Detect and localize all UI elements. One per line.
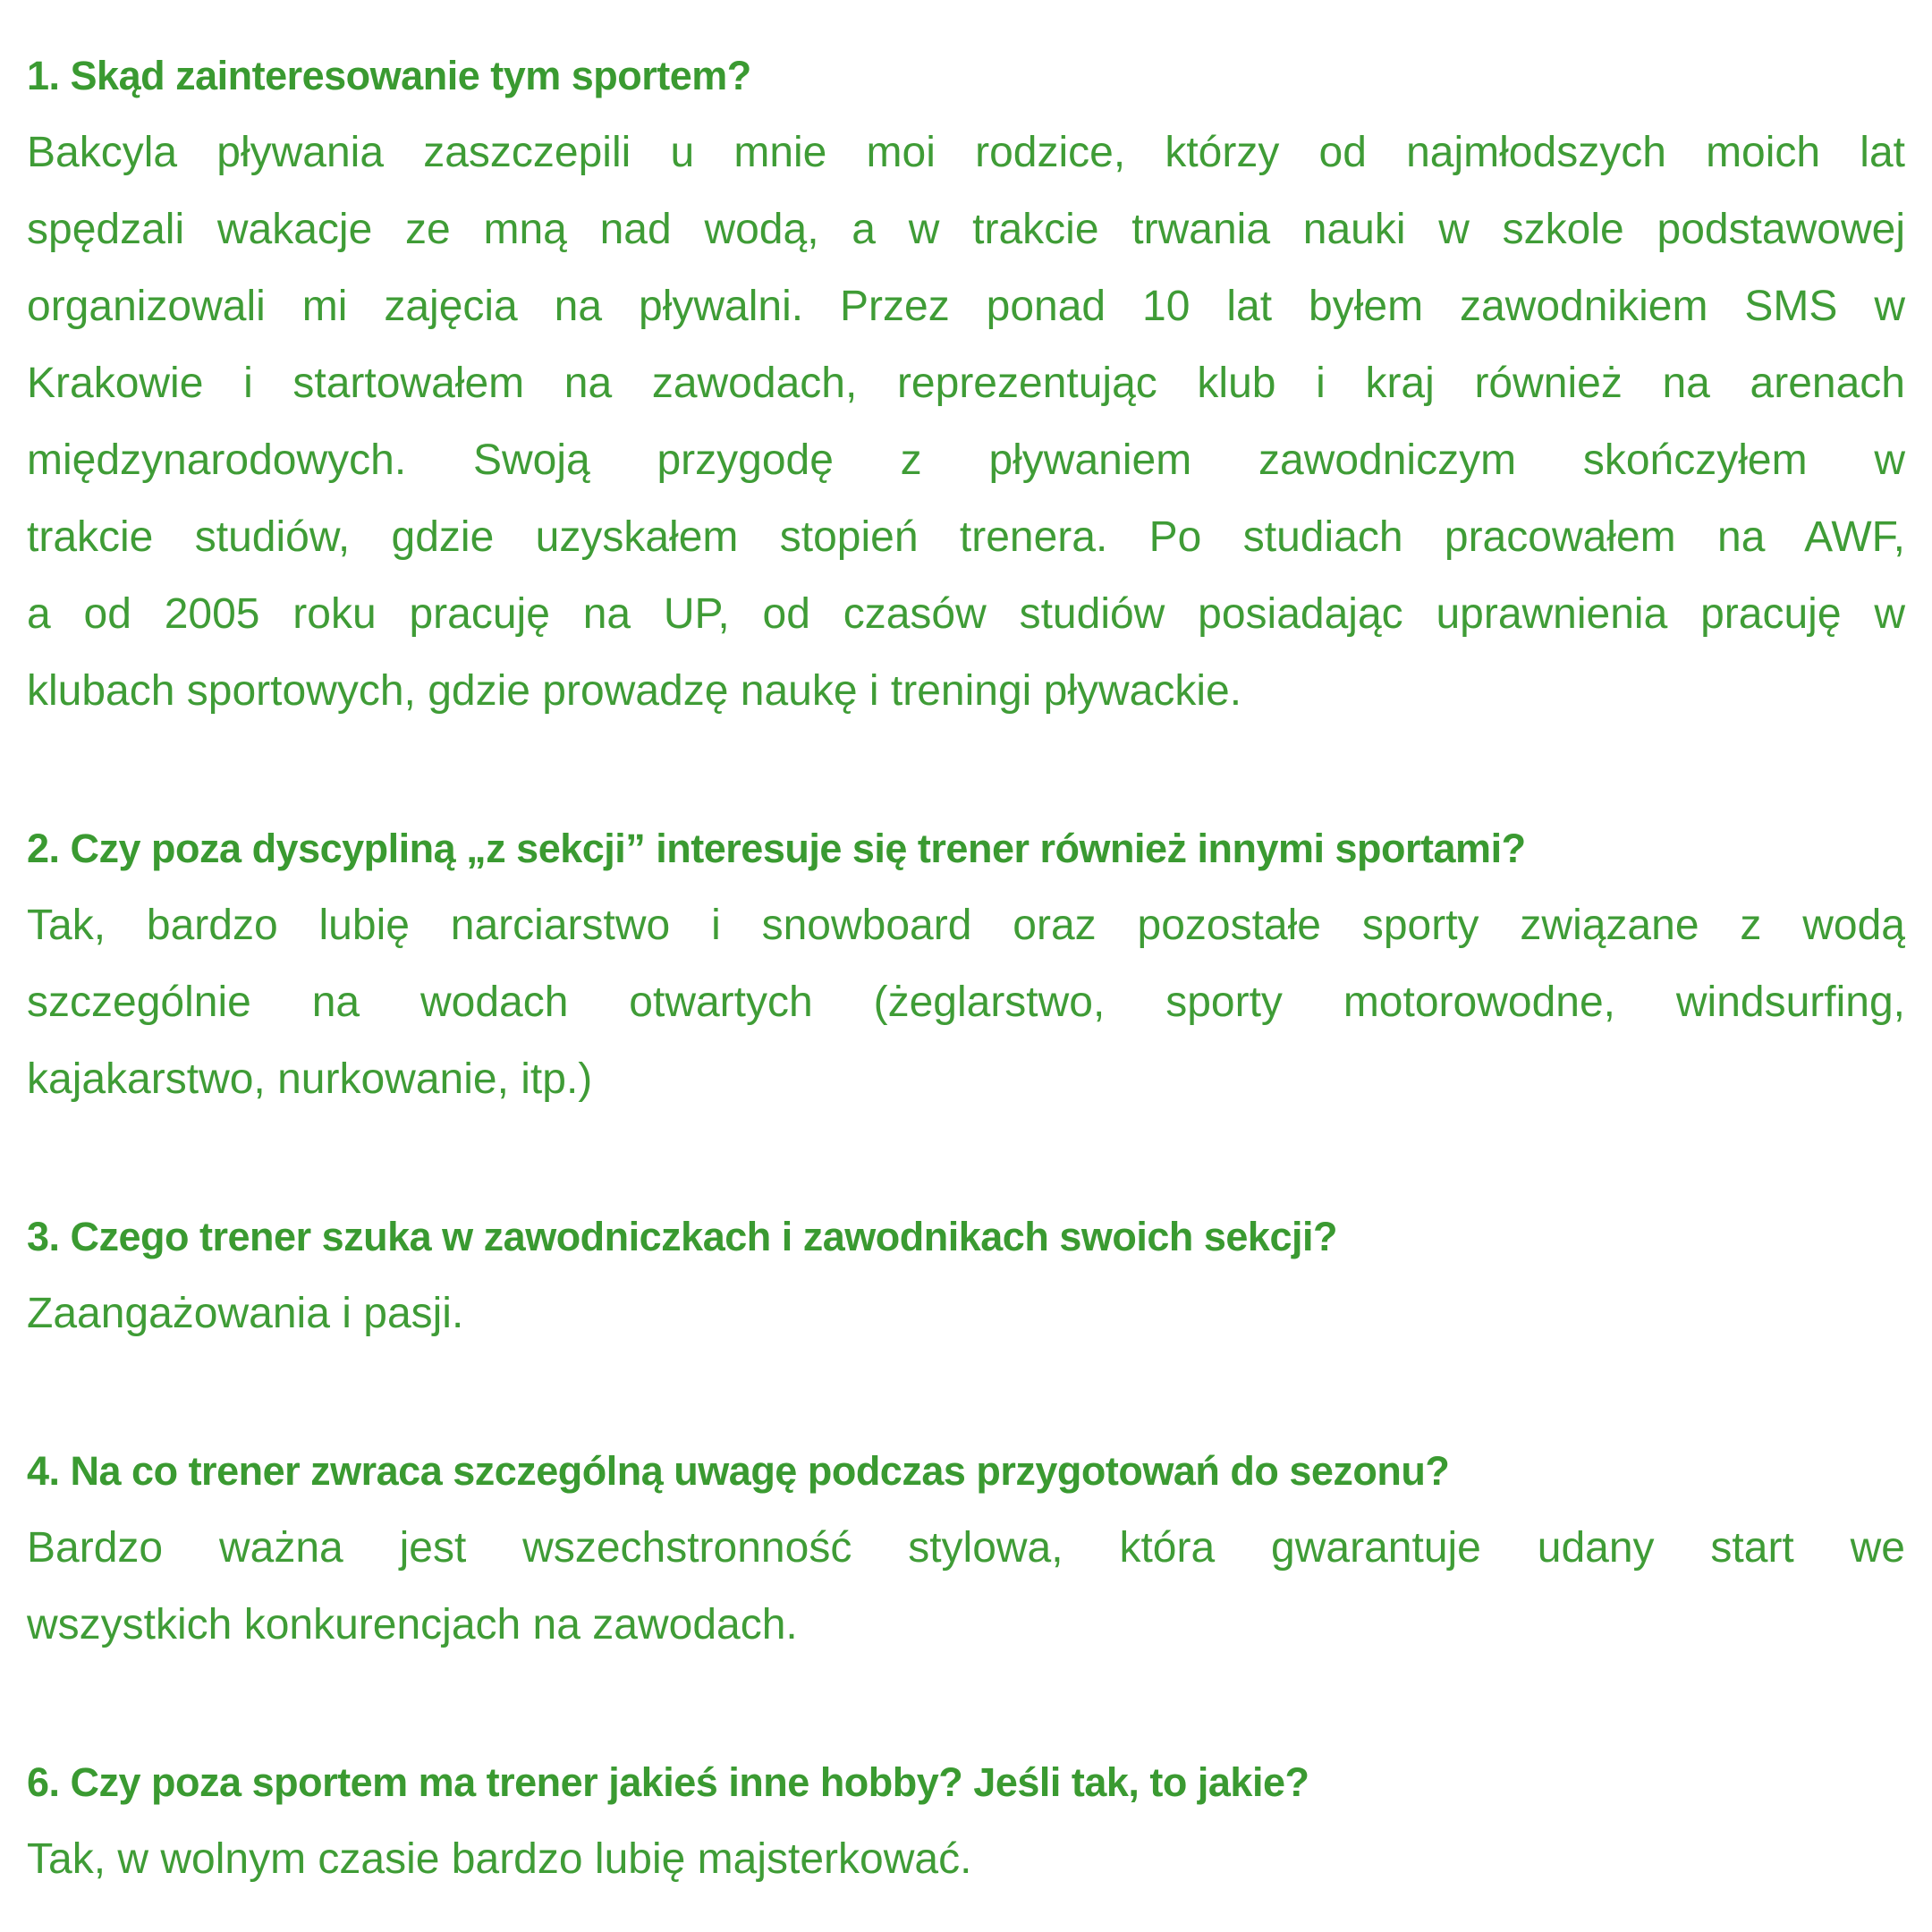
question-heading: 4. Na co trener zwraca szczególną uwagę podczas przygotowań do sezonu? (27, 1448, 1450, 1494)
qa-section-4 (27, 1433, 1905, 1664)
answer-line: szczególnie na wodach otwartych (żeglarstwo, sporty motorowodne, windsurfing, (27, 979, 1905, 1026)
question-heading: 3. Czego trener szuka w zawodniczkach i zawodnikach swoich sekcji? (27, 1214, 1337, 1259)
answer-line: Bardzo ważna jest wszechstronność stylowa, która gwarantuje udany start we (27, 1524, 1905, 1572)
answer-line: spędzali wakacje ze mną nad wodą, a w trakcie trwania nauki w szkole podstawowej (27, 206, 1905, 253)
qa-section-6 (27, 1744, 1905, 1898)
answer-paragraph (27, 1275, 1905, 1352)
answer-line: Tak, w wolnym czasie bardzo lubię majsterkować. (27, 1835, 972, 1883)
question-heading: 6. Czy poza sportem ma trener jakieś inne hobby? Jeśli tak, to jakie? (27, 1759, 1309, 1805)
answer-line: Krakowie i startowałem na zawodach, reprezentując klub i kraj również na arenach (27, 360, 1905, 407)
answer-paragraph (27, 114, 1905, 730)
qa-section-2 (27, 810, 1905, 1118)
question-heading: 1. Skąd zainteresowanie tym sportem? (27, 53, 751, 98)
answer-paragraph (27, 887, 1905, 1118)
answer-line: wszystkich konkurencjach na zawodach. (27, 1601, 798, 1648)
answer-line: międzynarodowych. Swoją przygodę z pływaniem zawodniczym skończyłem w (27, 436, 1905, 484)
qa-section-1 (27, 38, 1905, 730)
answer-line: trakcie studiów, gdzie uzyskałem stopień trenera. Po studiach pracowałem na AWF, (27, 513, 1905, 561)
qa-section-3 (27, 1199, 1905, 1352)
answer-line: Zaangażowania i pasji. (27, 1290, 464, 1337)
answer-line: a od 2005 roku pracuję na UP, od czasów studiów posiadając uprawnienia pracuję w (27, 590, 1905, 638)
question-heading: 2. Czy poza dyscypliną „z sekcji” interesuje się trener również innymi sportami? (27, 826, 1526, 871)
answer-line: organizowali mi zajęcia na pływalni. Przez ponad 10 lat byłem zawodnikiem SMS w (27, 283, 1905, 330)
answer-paragraph (27, 1510, 1905, 1664)
answer-line: kajakarstwo, nurkowanie, itp.) (27, 1055, 593, 1103)
answer-line: Bakcyla pływania zaszczepili u mnie moi rodzice, którzy od najmłodszych moich lat (27, 129, 1905, 176)
answer-paragraph (27, 1821, 1905, 1898)
answer-line: Tak, bardzo lubię narciarstwo i snowboard oraz pozostałe sporty związane z wodą (27, 902, 1905, 949)
answer-line: klubach sportowych, gdzie prowadzę naukę i treningi pływackie. (27, 667, 1242, 715)
